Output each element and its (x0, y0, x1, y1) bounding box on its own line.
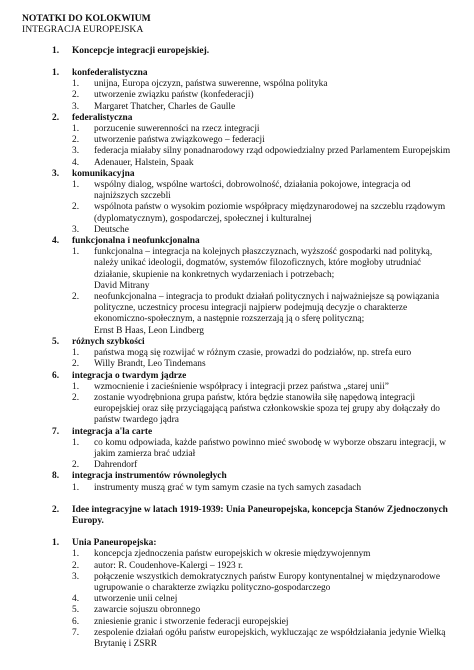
concept-label (52, 236, 454, 247)
item-number: 2. (72, 392, 80, 403)
item-text: utworzenie państwa związkowego – federacji (94, 135, 265, 146)
item-number: 1. (72, 79, 80, 90)
item-text: zostanie wyodrębniona grupa państw, która będzie stanowiła siłę napędową integracji europejskiej oraz siłę przyciągającą państwa członkowskie spoza tej grupy aby dołączały do państw twardego jądra (94, 392, 440, 426)
item-number: 1. (72, 437, 80, 448)
list-item (72, 393, 454, 427)
item-text: utworzenie unii celnej (94, 594, 178, 605)
item-number: 1. (72, 549, 80, 560)
list-item (72, 594, 454, 605)
item-list (72, 382, 454, 427)
item-number: 2. (72, 202, 80, 213)
item-text: neofunkcjonalna – integracja to produkt działań politycznych i najważniejsze są powiązania polityczne, uczestnicy procesu integracji najpierw podejmują decyzje o charakterze ekonomiczno-społecznym, a następnie rozszerzają ją o sferę polityczną; (94, 292, 440, 325)
item-text: wzmocnienie i zacieśnienie współpracy i integracji przez państwa „starej unii” (94, 381, 389, 392)
section-heading (22, 46, 454, 57)
item-number: 1. (72, 381, 80, 392)
concept-list (22, 68, 454, 494)
list-item (72, 549, 454, 560)
item-number: 3. (72, 101, 80, 112)
item-number: 3. (72, 146, 80, 157)
document-title: NOTATKI DO KOLOKWIUM (22, 13, 151, 24)
concept-item (22, 337, 454, 371)
item-text: państwa mogą się rozwijać w różnym czasie, prowadzi do podziałów, np. strefa euro (94, 348, 412, 359)
item-number: 3. (72, 224, 80, 235)
concept-number: 1. (52, 68, 60, 79)
item-text: instrumenty muszą grać w tym samym czasie na tych samych zasadach (94, 482, 362, 493)
concept-item (22, 371, 454, 427)
item-text: zniesienie granic i stworzenie federacji europejskiej (94, 616, 289, 627)
list-item (72, 483, 454, 494)
concept-number: 8. (52, 471, 60, 482)
item-text: Margaret Thatcher, Charles de Gaulle (94, 101, 236, 112)
concept-number: 4. (52, 236, 60, 247)
concept-label (52, 336, 454, 348)
concept-item (22, 427, 454, 472)
concept-item (22, 236, 454, 337)
item-text: Willy Brandt, Leo Tindemans (94, 359, 206, 370)
item-number: 1. (72, 124, 80, 135)
item-list (72, 483, 454, 494)
list-item (72, 561, 454, 572)
list-item (72, 225, 454, 236)
list-item (72, 79, 454, 90)
item-number: 2. (72, 135, 80, 146)
item-authors: David Mitrany (94, 280, 150, 291)
concept-title: integracja a'la carte (72, 426, 153, 437)
concept-item (22, 113, 454, 169)
item-text: zawarcie sojuszu obronnego (94, 605, 201, 616)
list-item (72, 202, 454, 224)
item-list (72, 247, 454, 337)
list-item (72, 617, 454, 628)
item-text: unijna, Europa ojczyzn, państwa suwerenne, wspólna polityka (94, 79, 328, 90)
list-item (72, 124, 454, 135)
item-number: 1. (72, 247, 80, 258)
section-number: 1. (52, 45, 60, 56)
concept-title: integracja o twardym jądrze (72, 370, 187, 381)
item-text: utworzenie związku państw (konfederacji) (94, 90, 254, 101)
item-text: połączenie wszystkich demokratycznych państw Europy kontynentalnej w międzynarodowe ugrupowanie o charakterze związku polityczno-gospodarczego (94, 571, 440, 593)
item-list (72, 348, 454, 370)
concept-list (22, 538, 454, 650)
concept-number: 3. (52, 168, 60, 179)
item-number: 4. (72, 594, 80, 605)
list-item (72, 247, 454, 292)
concept-item (22, 471, 454, 493)
list-item (72, 90, 454, 101)
concept-label (52, 370, 454, 382)
item-number: 2. (72, 90, 80, 101)
item-number: 4. (72, 157, 80, 168)
concept-title: Unia Paneuropejska: (72, 538, 157, 549)
concept-title: federalistyczna (72, 112, 133, 123)
item-text: Deutsche (94, 224, 129, 235)
item-text: wspólny dialog, wspólne wartości, dobrowolność, działania pokojowe, integracja od najniższych szczebli (94, 180, 411, 202)
section-title: Idee integracyjne w latach 1919-1939: Unia Paneuropejska, koncepcja Stanów Zjednoczonych Europy. (72, 504, 448, 526)
item-text: funkcjonalna – integracja na kolejnych płaszczyznach, wyższość gospodarki nad polityką, należy unikać ideologii, dogmatów, systemów filozoficznych, które mogłoby utrudniać działanie, skupienie na konkretnych wydarzeniach i potrzebach; (94, 247, 433, 280)
concept-number: 5. (52, 336, 60, 347)
item-list (72, 549, 454, 650)
item-number: 2. (72, 460, 80, 471)
item-text: federacja miałaby silny ponadnarodowy rząd odpowiedzialny przed Parlamentem Europejskim (94, 146, 451, 157)
concept-title: konfederalistyczna (72, 68, 148, 79)
list-item (72, 359, 454, 370)
item-list (72, 438, 454, 472)
item-list (72, 79, 454, 113)
concept-item (22, 538, 454, 650)
section-spacer (22, 494, 454, 505)
item-text: koncepcja zjednoczenia państw europejskich w okresie międzywojennym (94, 549, 371, 560)
sections-container (22, 46, 454, 650)
concept-number: 1. (52, 538, 60, 549)
concept-number: 2. (52, 112, 60, 123)
concept-title: różnych szybkości (72, 336, 145, 347)
item-number: 1. (72, 180, 80, 191)
list-item (72, 180, 454, 202)
item-text: zespolenie działań ogółu państw europejskich, wykluczając ze współdziałania jedynie Wielką Brytanię i ZSRR (94, 627, 446, 649)
concept-label (52, 112, 454, 124)
item-number: 5. (72, 605, 80, 616)
concept-label (52, 168, 454, 180)
list-item (72, 102, 454, 113)
section-heading (22, 505, 454, 527)
item-text: porzucenie suwerenności na rzecz integracji (94, 124, 260, 135)
item-number: 3. (72, 571, 80, 582)
item-number: 1. (72, 348, 80, 359)
concept-label (52, 538, 454, 549)
list-item (72, 438, 454, 460)
item-number: 6. (72, 616, 80, 627)
item-list (72, 124, 454, 169)
item-number: 2. (72, 292, 80, 303)
list-item (72, 348, 454, 359)
list-item (72, 292, 454, 337)
item-text: autor: R. Coudenhove-Kalergi – 1923 r. (94, 560, 244, 571)
item-number: 2. (72, 560, 80, 571)
concept-title: funkcjonalna i neofunkcjonalna (72, 236, 200, 247)
list-item (72, 605, 454, 616)
concept-label (52, 426, 454, 438)
concept-label (52, 68, 454, 79)
concept-label (52, 471, 454, 482)
list-item (72, 135, 454, 146)
concept-item (22, 68, 454, 113)
section-title: Koncepcje integracji europejskiej. (72, 45, 210, 56)
concept-title: integracja instrumentów równoległych (72, 471, 227, 482)
concept-number: 7. (52, 426, 60, 437)
list-item (72, 158, 454, 169)
list-item (72, 146, 454, 157)
list-item (72, 382, 454, 393)
section-number: 2. (52, 504, 60, 515)
item-text: wspólnota państw o wysokim poziomie współpracy międzynarodowej na szczeblu rządowym (dyplomatycznym), gospodarczej, społecznej i kulturalnej (94, 202, 446, 224)
item-number: 2. (72, 359, 80, 370)
concept-title: komunikacyjna (72, 168, 135, 179)
concept-number: 6. (52, 370, 60, 381)
list-item (72, 628, 454, 650)
concept-item (22, 169, 454, 236)
item-text: co komu odpowiada, każde państwo powinno mieć swobodę w wyborze obszaru integracji, w jakim zamierza brać udział (94, 437, 446, 459)
item-text: Dahrendorf (94, 460, 138, 471)
document-subtitle: INTEGRACJA EUROPEJSKA (22, 24, 144, 36)
list-item (72, 572, 454, 594)
item-text: Adenauer, Halstein, Spaak (94, 157, 194, 168)
list-item (72, 460, 454, 471)
item-authors: Ernst B Haas, Leon Lindberg (94, 325, 204, 336)
item-number: 7. (72, 627, 80, 638)
item-list (72, 180, 454, 236)
item-number: 1. (72, 482, 80, 493)
